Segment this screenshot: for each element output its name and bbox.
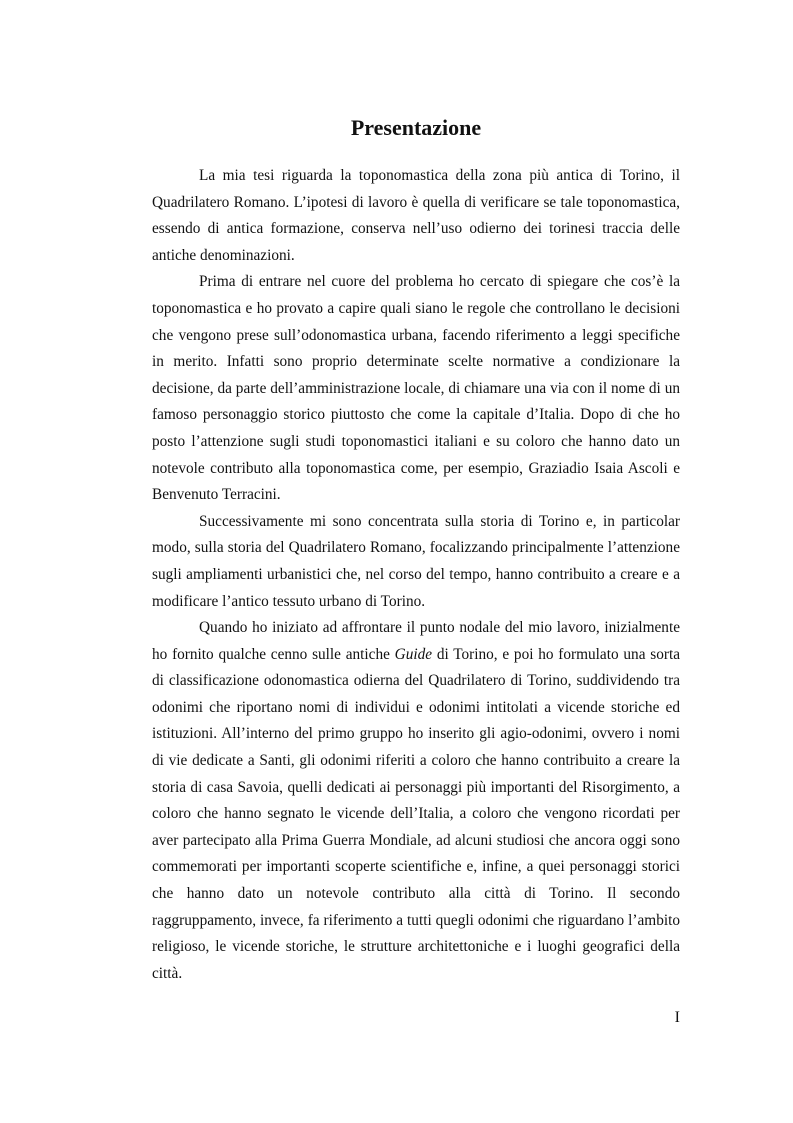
paragraph-1: La mia tesi riguarda la toponomastica della zona più antica di Torino, il Quadrilatero Romano. L’ipotesi di lavoro è quella di verificare se tale toponomastica, essendo di antica formazione, conserva nell’uso odierno dei torinesi traccia delle antiche denominazioni. <box>152 167 680 264</box>
page-number: I <box>674 1009 680 1026</box>
paragraph-4-text-after: di Torino, e poi ho formulato una sorta di classificazione odonomastica odierna del Quadrilatero di Torino, suddividendo tra odonimi che riportano nomi di individui e odonimi intitolati a vicende storiche ed istituzioni. All’interno del primo gruppo ho inserito gli agio-odonimi, ovvero i nomi di vie dedicate a Santi, gli odonimi riferiti a coloro che hanno contribuito a creare la storia di casa Savoia, quelli dedicati ai personaggi più importanti del Risorgimento, a coloro che hanno segnato le vicende dell’Italia, a coloro che vengono ricordati per aver partecipato alla Prima Guerra Mondiale, ad alcuni studiosi che ancora oggi sono commemorati per importanti scoperte scientifiche e, infine, a quei personaggi storici che hanno dato un notevole contributo alla città di Torino. Il secondo raggruppamento, invece, fa riferimento a tutti quegli odonimi che riguardano l’ambito religioso, le vicende storiche, le strutture architettoniche e i luoghi geografici della città. <box>152 645 680 982</box>
paragraph-3: Successivamente mi sono concentrata sulla storia di Torino e, in particolar modo, sulla storia del Quadrilatero Romano, focalizzando principalmente l’attenzione sugli ampliamenti urbanistici che, nel corso del tempo, hanno contribuito a creare e a modificare l’antico tessuto urbano di Torino. <box>152 512 680 610</box>
paragraph-2: Prima di entrare nel cuore del problema ho cercato di spiegare che cos’è la toponomastica e ho provato a capire quali siano le regole che controllano le decisioni che vengono prese sull’odonomastica urbana, facendo riferimento a leggi specifiche in merito. Infatti sono proprio determinate scelte normative a condizionare la decisione, da parte dell’amministrazione locale, di chiamare una via con il nome di un famoso personaggio storico piuttosto che come la capitale d’Italia. Dopo di che ho posto l’attenzione sugli studi toponomastici italiani e su coloro che hanno dato un notevole contributo alla toponomastica come, per esempio, Graziadio Isaia Ascoli e Benvenuto Terracini. <box>152 273 680 504</box>
paragraph-4-text-before: Quando ho iniziato ad affrontare il punto nodale del mio lavoro, inizialmente ho fornito qualche cenno sulle antiche <box>152 619 680 663</box>
paragraph-4-italic-term: Guide <box>394 645 433 663</box>
body-text <box>152 163 680 987</box>
paragraph-4 <box>152 615 680 987</box>
page-title: Presentazione <box>350 115 482 140</box>
